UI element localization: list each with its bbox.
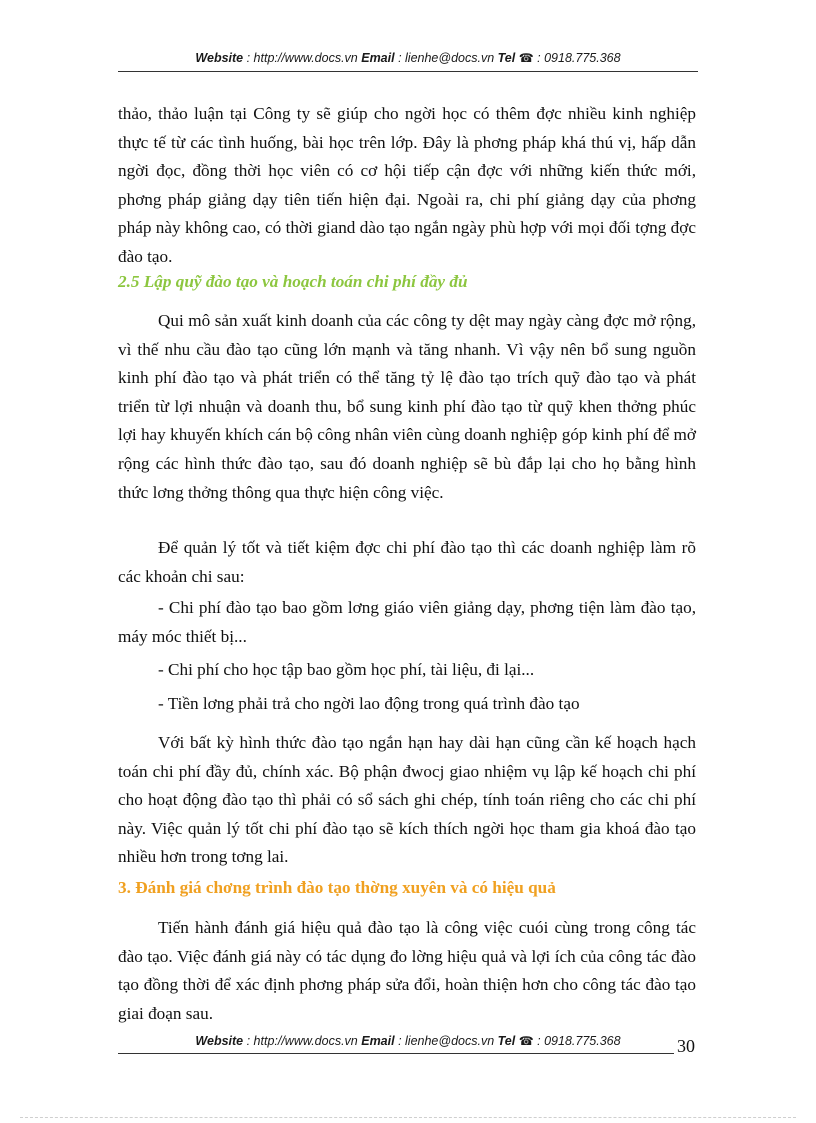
tel-label: Tel: [497, 51, 516, 65]
paragraph: Tiến hành đánh giá hiệu quả đào tạo là công việc cuói cùng trong công tác đào tạo. Việc đánh giá này có tác dụng đo lờng hiệu quả và lợi ích của công tác đào tạo đồng thời để xác định phơng pháp sửa đổi, hoàn thiện hơn cho công tác đào tạo giai đoạn sau.: [118, 918, 696, 1023]
website-label: Website: [195, 1034, 244, 1048]
tel-value: : 0918.775.368: [533, 51, 621, 65]
email-value: : lienhe@docs.vn: [394, 51, 498, 65]
text-block: [118, 656, 696, 685]
phone-icon: ☎: [518, 1034, 534, 1048]
website-value: : http://www.docs.vn: [243, 1034, 362, 1048]
website-value: : http://www.docs.vn: [243, 51, 362, 65]
email-label: Email: [361, 51, 395, 65]
tel-label: Tel: [497, 1034, 516, 1048]
email-value: : lienhe@docs.vn: [394, 1034, 498, 1048]
tel-value: : 0918.775.368: [533, 1034, 621, 1048]
page-footer: [118, 1034, 698, 1048]
text-block: [118, 690, 696, 719]
email-label: Email: [361, 1034, 395, 1048]
list-item: - Tiền lơng phải trả cho ngời lao động trong quá trình đào tạo: [158, 694, 580, 713]
paragraph: thảo, thảo luận tại Công ty sẽ giúp cho ngời học có thêm đợc nhiều kinh nghiệp thực tế từ các tình huống, bài học trên lớp. Đây là phơng pháp khá thú vị, hấp dẫn ngời đọc, đồng thời học viên có cơ hội tiếp cận đợc với những kiến thức mới, phơng pháp giảng dạy tiên tiến hiện đại. Ngoài ra, chi phí giảng dạy của phơng pháp này không cao, có thời giand dào tạo ngắn ngày phù hợp với mọi đối tợng đợc đào tạo.: [118, 104, 696, 266]
list-item: - Chi phí cho học tập bao gồm học phí, tài liệu, đi lại...: [158, 660, 535, 679]
page-number: 30: [677, 1036, 695, 1056]
text-block: [118, 100, 696, 272]
footer-rule: [118, 1053, 674, 1054]
section-heading-2-5: 2.5 Lập quỹ đào tạo và hoạch toán chi phí đầy đủ: [118, 272, 468, 291]
phone-icon: ☎: [518, 51, 534, 65]
text-block: [118, 729, 696, 872]
text-block: [118, 307, 696, 507]
paragraph: Để quản lý tốt và tiết kiệm đợc chi phí đào tạo thì các doanh nghiệp làm rõ các khoản chi sau:: [118, 538, 696, 586]
page-edge-divider: [20, 1117, 796, 1118]
page-header: [118, 51, 698, 65]
text-block: [118, 534, 696, 591]
section-heading-3: 3. Đánh giá chơng trình đào tạo thờng xuyên và có hiệu quả: [118, 878, 556, 897]
website-label: Website: [195, 51, 244, 65]
text-block: [118, 914, 696, 1028]
list-item: - Chi phí đào tạo bao gồm lơng giáo viên giảng dạy, phơng tiện làm đào tạo, máy móc thiết bị...: [118, 598, 696, 646]
paragraph: Với bất kỳ hình thức đào tạo ngắn hạn hay dài hạn cũng cần kế hoạch hạch toán chi phí đầy đủ, chính xác. Bộ phận đwocj giao nhiệm vụ lập kế hoạch chi phí cho hoạt động đào tạo thì phải có sổ sách ghi chép, tính toán riêng cho các chi phí này. Việc quản lý tốt chi phí đào tạo sẽ kích thích ngời học tham gia khoá đào tạo nhiều hơn trong tơng lai.: [118, 733, 696, 867]
text-block: [118, 594, 696, 651]
header-rule: [118, 71, 698, 72]
paragraph: Qui mô sản xuất kinh doanh của các công ty dệt may ngày càng đợc mở rộng, vì thế nhu cầu đào tạo cũng lớn mạnh và tăng nhanh. Vì vậy nên bổ sung nguồn kinh phí đào tạo và phát triển có thể tăng tỷ lệ đào tạo trích quỹ đào tạo và phát triển từ lợi nhuận và doanh thu, bổ sung kinh phí đào tạo từ quỹ khen thởng phúc lợi hay khuyến khích cán bộ công nhân viên cùng doanh nghiệp góp kinh phí để mở rộng các hình thức đào tạo, sau đó doanh nghiệp sẽ bù đắp lại cho họ bằng hình thức lơng thởng thông qua thực hiện công việc.: [118, 311, 696, 502]
